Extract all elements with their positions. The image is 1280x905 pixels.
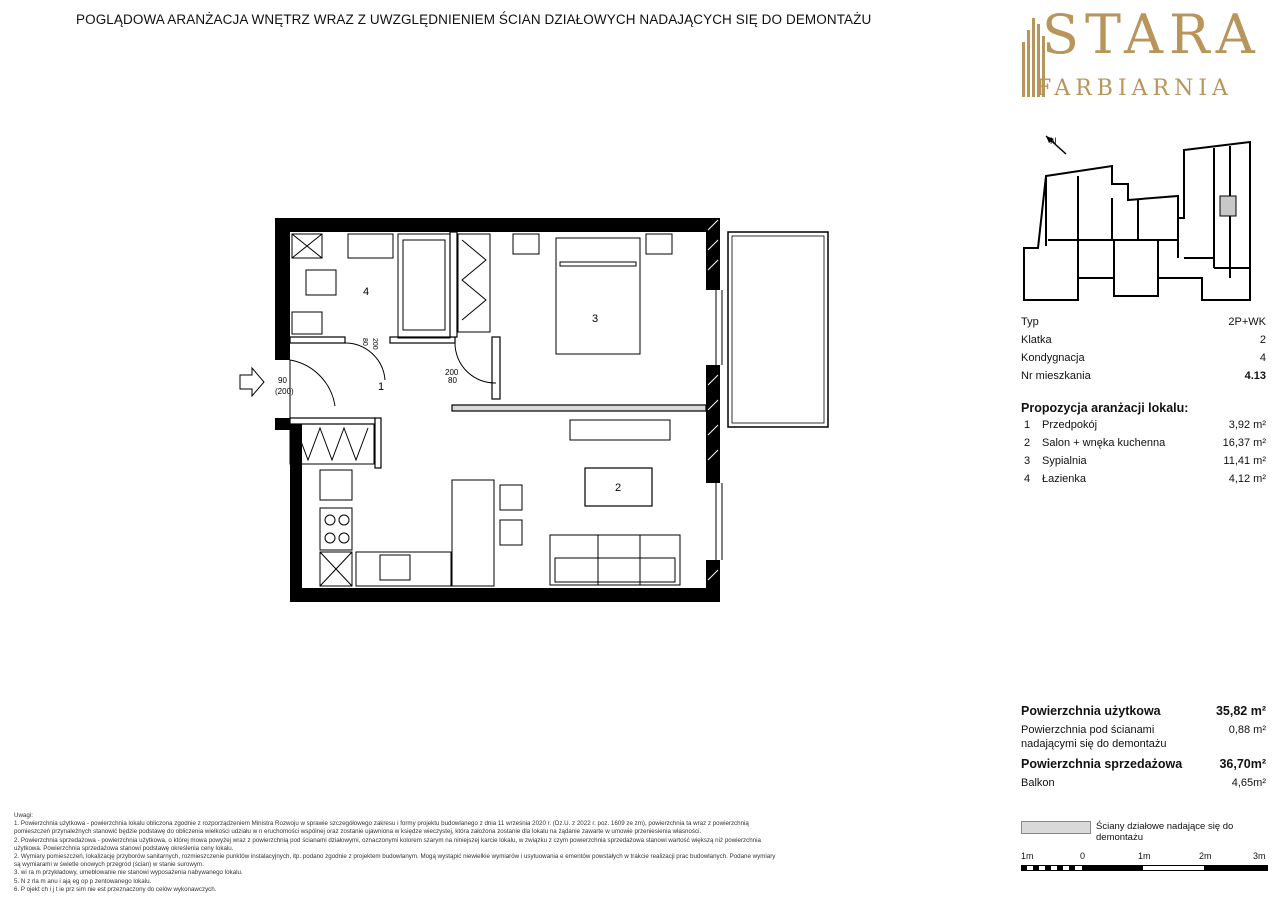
logo-main: STARA xyxy=(1042,3,1261,66)
stair-label: Klatka xyxy=(1021,334,1052,346)
bath-door-label: 200 xyxy=(371,338,378,350)
entry-arrow-icon xyxy=(240,368,264,396)
living-fixtures xyxy=(290,420,680,586)
note-line: 2. Wymiary pomieszczeń, lokalizację przyborów sanitarnych, rozmieszczenie punktów instalacyjnych, itp. podano zgodnie z projektem budowlanym. Mogą wystąpić niewielkie wymiarów i usytuowania e ementów powstałych w trakcie realizacji prac budowlanych. Podane wymiary xyxy=(14,853,776,861)
key-plan xyxy=(1018,128,1268,306)
room-3-area: 11,41 m² xyxy=(1223,455,1266,467)
usable-area-value: 35,82 m² xyxy=(1215,704,1266,718)
note-line: pomieszczeń przynależnych stanowić będzie podstawę do obliczenia wielkości udziału w n eruchomości wspólnej oraz zostanie ujawniona w księdze wieczystej, która założona zostanie dla lokalu na żądanie zawarte w umowie przeniesienia własności. xyxy=(14,828,702,836)
room-number-1: 1 xyxy=(378,381,385,393)
unit-number-label: Nr mieszkania xyxy=(1021,370,1091,382)
legend-swatch xyxy=(1021,821,1091,834)
interior-walls xyxy=(290,232,706,468)
scale-label: 2m xyxy=(1199,851,1212,861)
balcony-value: 4,65m² xyxy=(1231,777,1266,789)
scale-labels xyxy=(1021,851,1271,863)
room-number-3: 3 xyxy=(592,313,599,325)
balcony-label: Balkon xyxy=(1021,777,1055,789)
entry-door-label: (200) xyxy=(275,387,294,396)
room-1-area: 3,92 m² xyxy=(1228,419,1266,431)
note-line: 3. wi ra m przykładowy, umeblowanie nie stanowi wyposażenia nabywanego lokalu. xyxy=(14,869,243,877)
sale-area-label: Powierzchnia sprzedażowa xyxy=(1021,757,1183,771)
floor-plan xyxy=(230,210,840,615)
note-line: użytkowa. Powierzchnia sprzedażowa stanowi podstawę określenia ceny lokalu. xyxy=(14,844,234,852)
room-1-name: Przedpokój xyxy=(1042,419,1098,431)
room-3-no: 3 xyxy=(1024,455,1031,467)
walls-area-label-1: Powierzchnia pod ścianami xyxy=(1021,724,1155,736)
room-4-area: 4,12 m² xyxy=(1228,473,1266,485)
scale-label: 0 xyxy=(1080,851,1086,861)
bedroom-door-label: 80 xyxy=(448,376,457,385)
scale-label: 3m xyxy=(1253,851,1266,861)
notes xyxy=(14,812,994,894)
note-line: są wymiarami w świetle onowych przegród (ścian) w stanie surowym. xyxy=(14,861,204,869)
unit-number-value: 4.13 xyxy=(1244,370,1266,382)
walls-area-value: 0,88 m² xyxy=(1228,724,1266,736)
note-line: 1. Powierzchnia użytkowa - powierzchnia lokalu obliczona zgodnie z rozporządzeniem Ministra Rozwoju w sprawie szczegółowego zakresu i formy projektu budowlanego z dnia 11 września 2020 r. (Dz.U. z 2022 r. poz. 1609 ze zm), powierzchnia ta wraz z powierzchnią xyxy=(14,820,749,828)
note-line: 6. P ojekt ch i j t ie prz sim nie est przeznaczony do celów wykonawczych. xyxy=(14,885,217,893)
entry-door-label: 90 xyxy=(278,376,287,385)
type-value: 2P+WK xyxy=(1228,316,1266,328)
room-1-no: 1 xyxy=(1024,419,1031,431)
bathroom-fixtures xyxy=(292,234,490,338)
floor-value: 4 xyxy=(1259,352,1266,364)
bath-door-label: 80 xyxy=(361,338,368,346)
legend-text: Ściany działowe nadające się do demontażu xyxy=(1096,821,1234,843)
scale-label: 1m xyxy=(1021,851,1034,861)
room-2-no: 2 xyxy=(1024,437,1031,449)
page-title: POGLĄDOWA ARANŻACJA WNĘTRZ WRAZ Z UWZGLĘDNIENIEM ŚCIAN DZIAŁOWYCH NADAJĄCYCH SIĘ DO DEMONTAŻU xyxy=(76,12,872,27)
usable-area-label: Powierzchnia użytkowa xyxy=(1021,704,1161,718)
balcony xyxy=(728,232,828,427)
scale-label: 1m xyxy=(1138,851,1151,861)
compass-label: N xyxy=(1050,136,1057,146)
compass xyxy=(1046,136,1066,154)
room-2-name: Salon + wnęka kuchenna xyxy=(1042,437,1166,449)
room-number-2: 2 xyxy=(615,482,622,494)
room-4-no: 4 xyxy=(1024,473,1031,485)
notes-heading: Uwagi: xyxy=(14,812,33,819)
room-2-area: 16,37 m² xyxy=(1222,437,1266,449)
note-line: 5. N z rla m anu i ają eg op p zentowanego lokalu. xyxy=(14,877,152,885)
logo-sub: FARBIARNIA xyxy=(1036,76,1233,101)
bedroom-fixtures xyxy=(513,234,672,354)
room-4-name: Łazienka xyxy=(1042,473,1087,485)
room-3-name: Sypialnia xyxy=(1042,455,1087,467)
room-number-4: 4 xyxy=(363,286,370,298)
floor-label: Kondygnacja xyxy=(1021,352,1085,364)
rooms-heading: Propozycja aranżacji lokalu: xyxy=(1021,401,1189,415)
sale-area-value: 36,70m² xyxy=(1219,757,1266,771)
walls-area-label-2: nadającymi się do demontażu xyxy=(1021,738,1167,750)
stair-value: 2 xyxy=(1259,334,1266,346)
note-line: 2. Powierzchnia sprzedażowa - powierzchnia użytkowa, o której mowa powyżej wraz z powierzchnią pod ścianami działowymi, oznaczonymi kolorem szarym na niniejszej karcie lokalu, w związku z czym powierzchnia sprzedażowa stanowi wartość większą niż powierzchnia xyxy=(14,836,761,844)
bedroom-door-label: 200 xyxy=(445,368,459,377)
scale-bar xyxy=(1021,864,1269,872)
type-label: Typ xyxy=(1021,316,1039,328)
